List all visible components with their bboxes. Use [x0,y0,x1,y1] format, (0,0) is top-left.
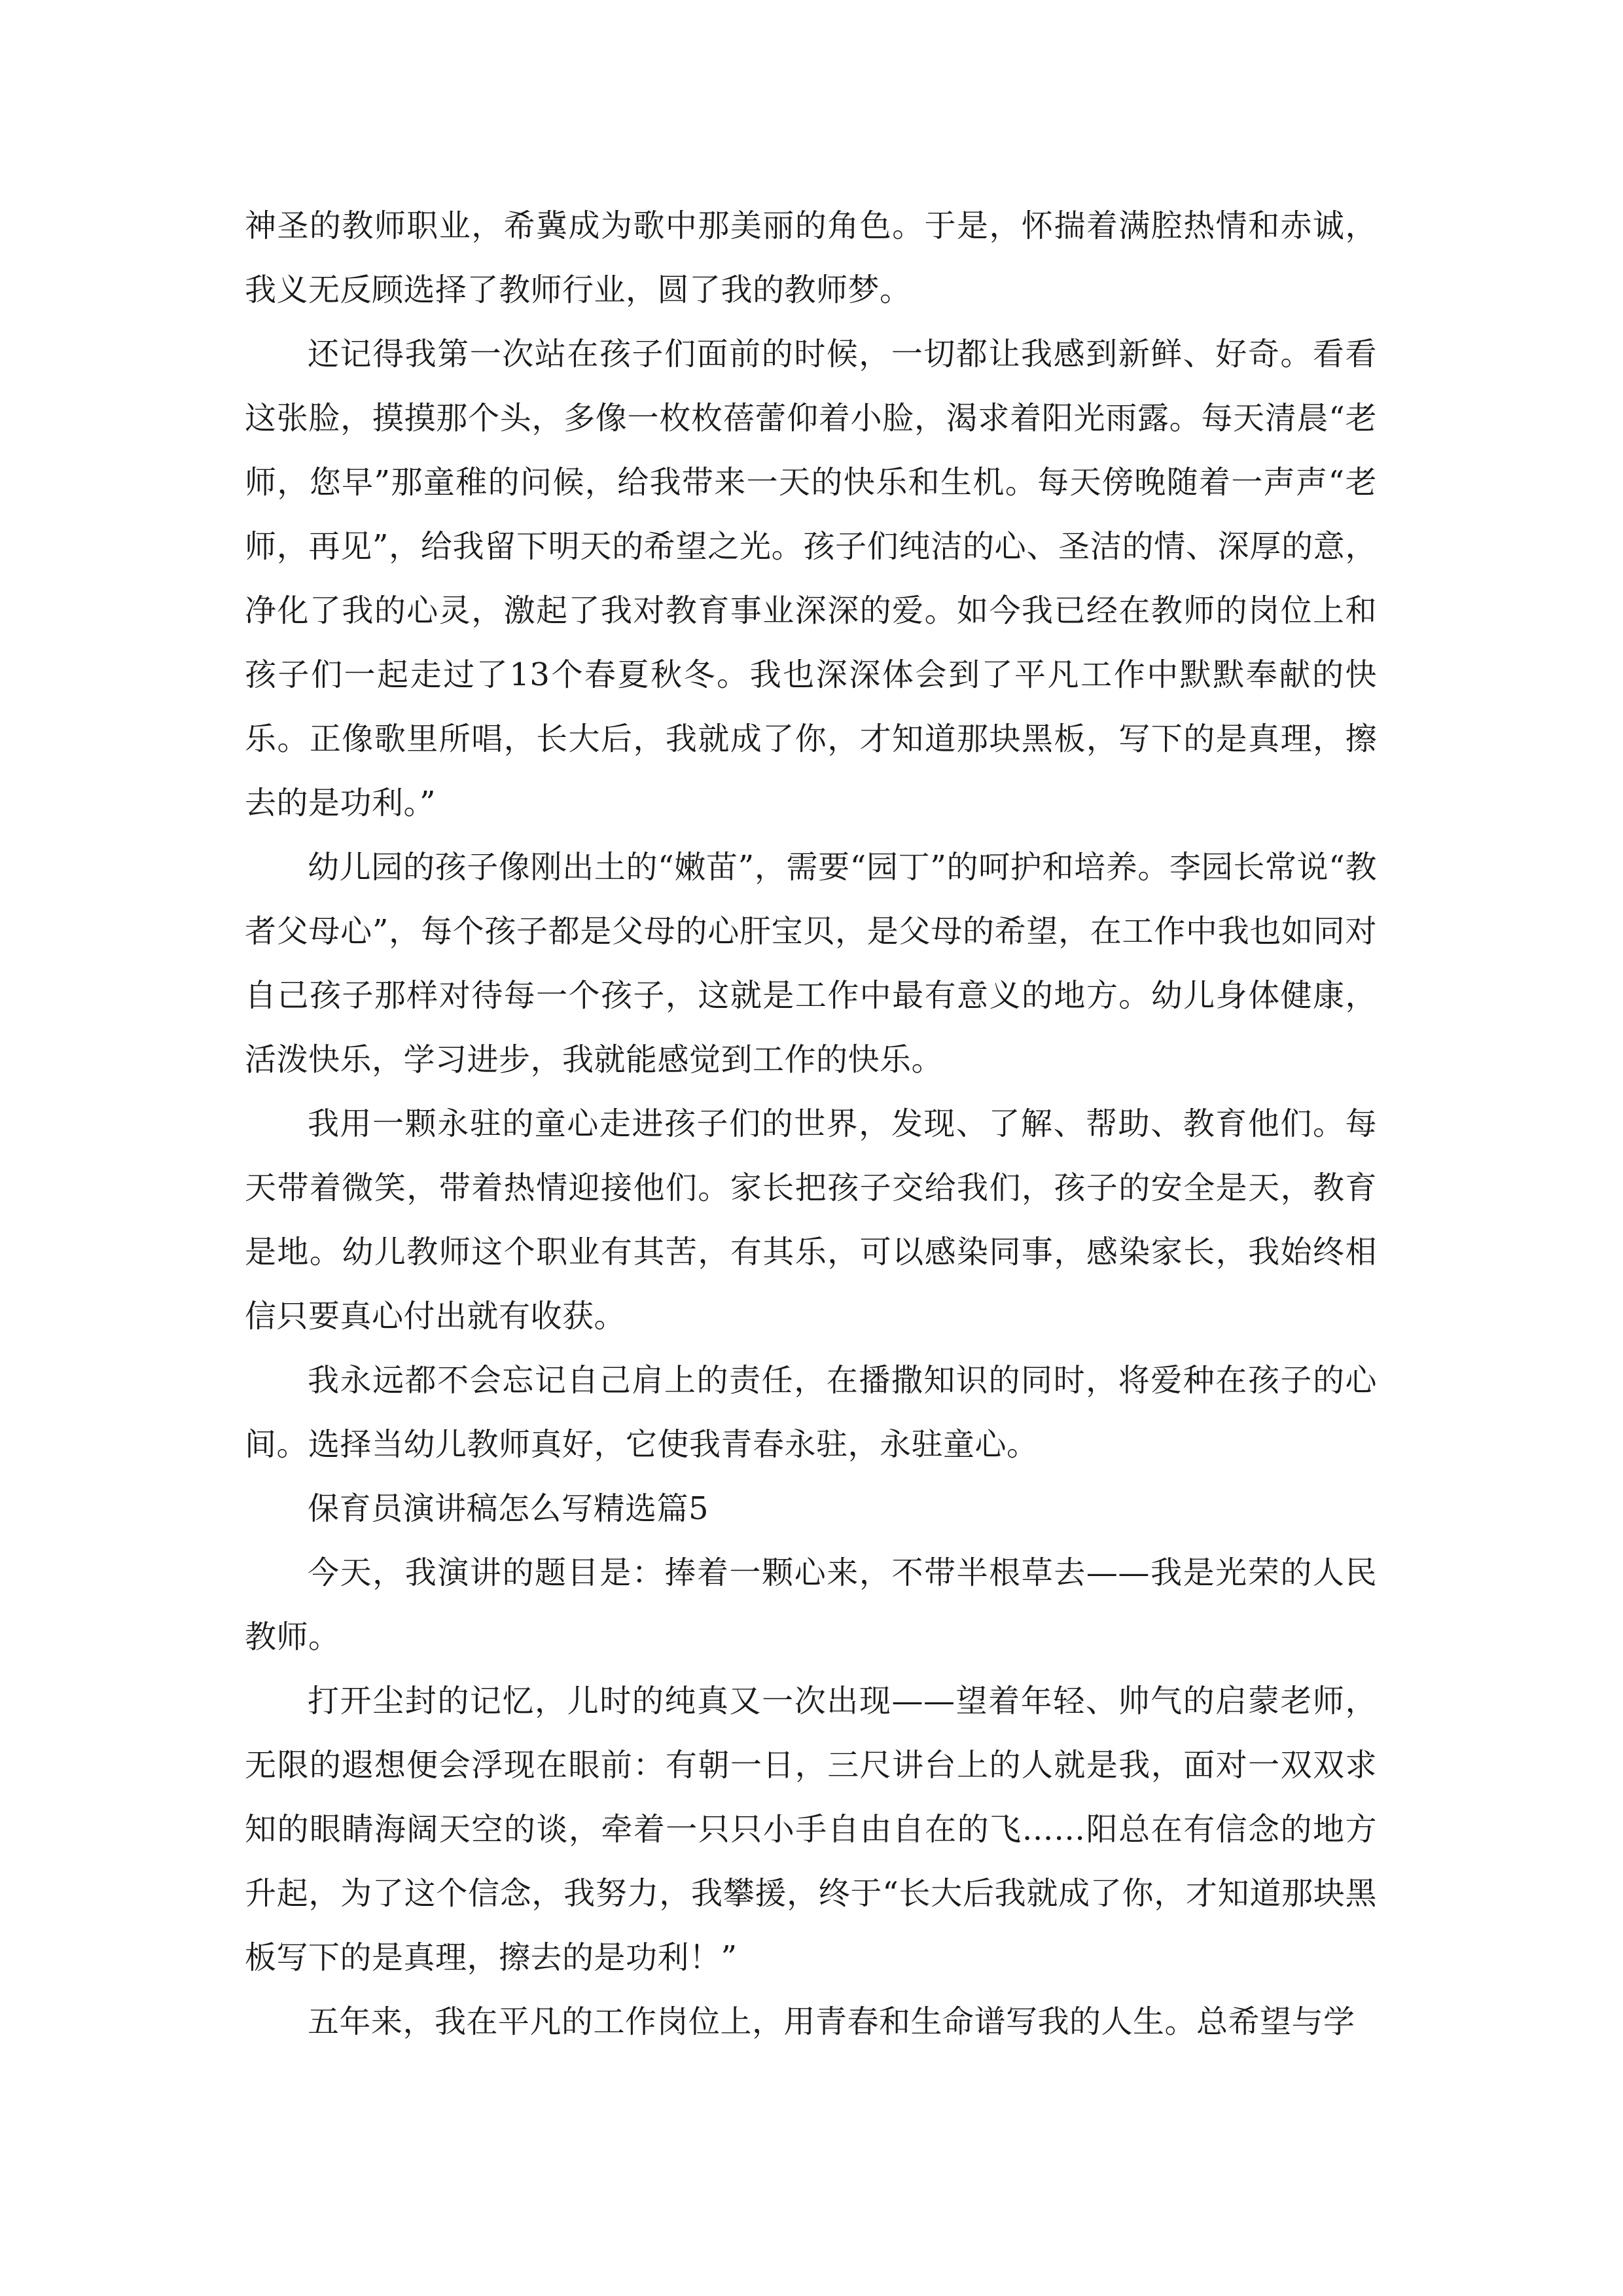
paragraph: 神圣的教师职业，希冀成为歌中那美丽的角色。于是，怀揣着满腔热情和赤诚，我义无反顾选择了教师行业，圆了我的教师梦。 [245,207,1377,308]
paragraph: 我用一颗永驻的童心走进孩子们的世界，发现、了解、帮助、教育他们。每天带着微笑，带着热情迎接他们。家长把孩子交给我们，孩子的安全是天，教育是地。幼儿教师这个职业有其苦，有其乐，可以感染同事，感染家长，我始终相信只要真心付出就有收获。 [245,1105,1377,1335]
paragraph: 幼儿园的孩子像刚出土的“嫩苗”，需要“园丁”的呵护和培养。李园长常说“教者父母心”，每个孩子都是父母的心肝宝贝，是父母的希望，在工作中我也如同对自己孩子那样对待每一个孩子，这就是工作中最有意义的地方。幼儿身体健康，活泼快乐，学习进步，我就能感觉到工作的快乐。 [245,849,1377,1078]
paragraph: 还记得我第一次站在孩子们面前的时候，一切都让我感到新鲜、好奇。看看这张脸，摸摸那个头，多像一枚枚蓓蕾仰着小脸，渴求着阳光雨露。每天清晨“老师，您早”那童稚的问候，给我带来一天的快乐和生机。每天傍晚随着一声声“老师，再见”，给我留下明天的希望之光。孩子们纯洁的心、圣洁的情、深厚的意，净化了我的心灵，激起了我对教育事业深深的爱。如今我已经在教师的岗位上和孩子们一起走过了13个春夏秋冬。我也深深体会到了平凡工作中默默奉献的快乐。正像歌里所唱，长大后，我就成了你，才知道那块黑板，写下的是真理，擦去的是功利。” [245,336,1377,821]
document-body [245,194,1377,2054]
section-heading: 保育员演讲稿怎么写精选篇5 [308,1490,709,1527]
paragraph: 今天，我演讲的题目是：捧着一颗心来，不带半根草去——我是光荣的人民教师。 [245,1554,1377,1655]
paragraph: 我永远都不会忘记自己肩上的责任，在播撒知识的同时，将爱种在孩子的心间。选择当幼儿教师真好，它使我青春永驻，永驻童心。 [245,1362,1377,1463]
paragraph: 打开尘封的记忆，儿时的纯真又一次出现——望着年轻、帅气的启蒙老师，无限的遐想便会浮现在眼前：有朝一日，三尺讲台上的人就是我，面对一双双求知的眼睛海阔天空的谈，牵着一只只小手自由自在的飞……阳总在有信念的地方升起，为了这个信念，我努力，我攀援，终于“长大后我就成了你，才知道那块黑板写下的是真理，擦去的是功利！” [245,1683,1377,1976]
paragraph: 五年来，我在平凡的工作岗位上，用青春和生命谱写我的人生。总希望与学 [308,2003,1355,2040]
